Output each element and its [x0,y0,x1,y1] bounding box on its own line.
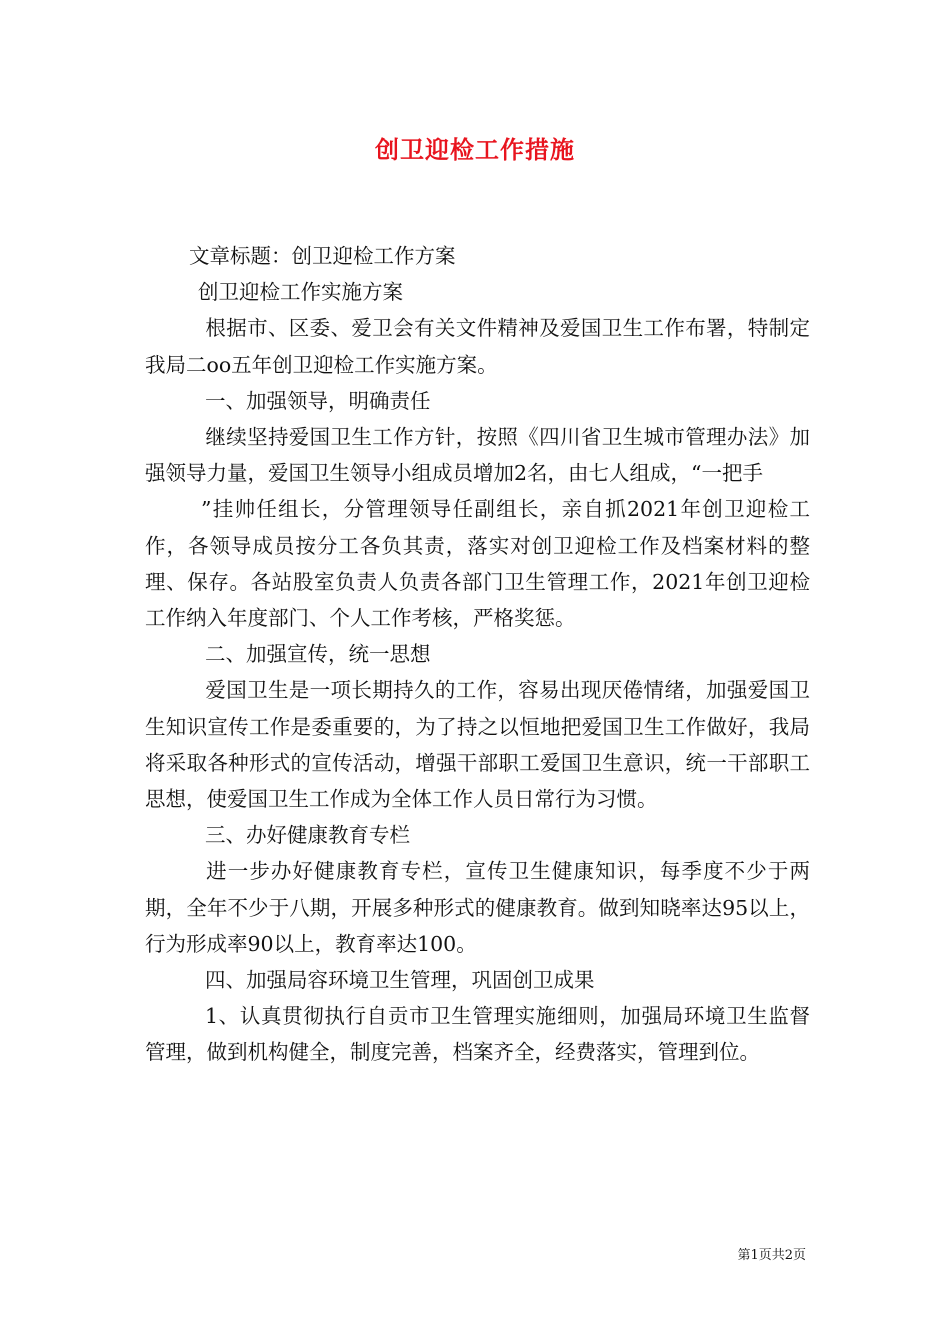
section-3-paragraph: 进一步办好健康教育专栏，宣传卫生健康知识，每季度不少于两期，全年不少于八期，开展多种形式的健康教育。做到知晓率达95以上，行为形成率90以上，教育率达100。 [145,859,810,956]
section-heading-2: 二、加强宣传，统一思想 [205,642,431,667]
intro-paragraph: 根据市、区委、爱卫会有关文件精神及爱国卫生工作布署，特制定我局二oo五年创卫迎检工作实施方案。 [145,316,810,377]
document-title: 创卫迎检工作措施 [375,135,575,164]
section-4-item-1: 1、认真贯彻执行自贡市卫生管理实施细则，加强局环境卫生监督管理，做到机构健全，制度完善，档案齐全，经费落实，管理到位。 [145,1004,810,1065]
section-heading-1: 一、加强领导，明确责任 [205,388,431,413]
page-number: 第1页共2页 [737,1248,806,1263]
section-1-paragraph-2: ”挂帅任组长，分管理领导任副组长，亲自抓2021年创卫迎检工作，各领导成员按分工各负其责，落实对创卫迎检工作及档案材料的整理、保存。各站股室负责人负责各部门卫生管理工作，2021年创卫迎检工作纳入年度部门、个人工作考核，严格奖惩。 [145,497,810,631]
section-1-paragraph-1: 继续坚持爱国卫生工作方针，按照《四川省卫生城市管理办法》加强领导力量，爱国卫生领导小组成员增加2名，由七人组成，“一把手 [145,425,810,486]
section-2-paragraph: 爱国卫生是一项长期持久的工作，容易出现厌倦情绪，加强爱国卫生知识宣传工作是委重要的，为了持之以恒地把爱国卫生工作做好，我局将采取各种形式的宣传活动，增强干部职工爱国卫生意识，统一干部职工思想，使爱国卫生工作成为全体工作人员日常行为习惯。 [145,678,810,812]
section-heading-3: 三、办好健康教育专栏 [205,823,410,848]
document-body [145,238,810,1071]
section-heading-4: 四、加强局容环境卫生管理，巩固创卫成果 [205,968,595,993]
plan-subtitle: 创卫迎检工作实施方案 [198,280,403,305]
article-title-line: 文章标题：创卫迎检工作方案 [189,244,456,268]
